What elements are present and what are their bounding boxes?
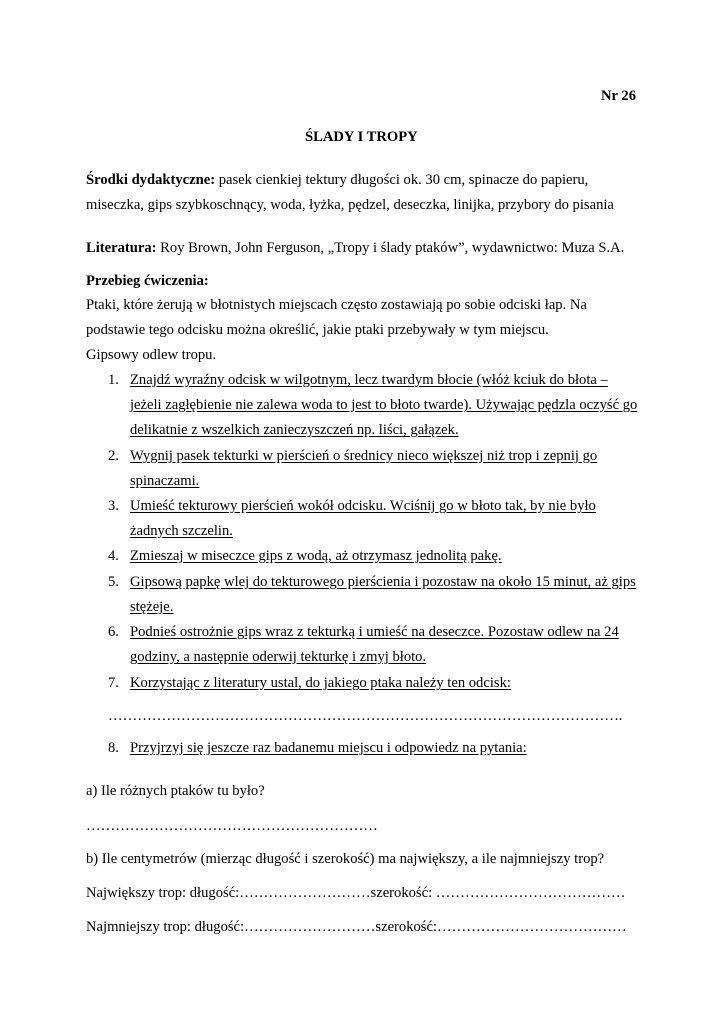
step-number: 7. (108, 675, 119, 691)
answer-line-largest[interactable]: Największy trop: długość:………………………szerokość: ………………………………… (86, 885, 626, 901)
step-text: żadnych szczelin. (130, 523, 233, 539)
literature-text: Roy Brown, John Ferguson, „Tropy i ślady ptaków”, wydawnictwo: Muza S.A. (156, 240, 625, 256)
procedure-intro-2: podstawie tego odcisku można określić, jakie ptaki przebywały w tym miejscu. (86, 322, 549, 338)
answer-line-step-7[interactable]: ……………………………………………………………………………………………. (108, 708, 623, 724)
step-number: 1. (108, 372, 119, 388)
question-a: a) Ile różnych ptaków tu było? (86, 783, 265, 799)
step-text: delikatnie z wszelkich zanieczyszczeń np. liści, gałązek. (130, 422, 459, 438)
step-number: 5. (108, 574, 119, 590)
step-text: Umieść tekturowy pierścień wokół odcisku. Wciśnij go w błoto tak, by nie było (130, 498, 596, 514)
materials-label: Środki dydaktyczne: (86, 172, 216, 188)
step-text: godziny, a następnie oderwij tekturkę i zmyj błoto. (130, 649, 427, 665)
step-text: Podnieś ostrożnie gips wraz z tekturką i umieść na deseczce. Pozostaw odlew na 24 (130, 624, 619, 640)
step-number: 3. (108, 498, 119, 514)
step-text: Przyjrzyj się jeszcze raz badanemu miejscu i odpowiedz na pytania: (130, 740, 527, 756)
step-text: spinaczami. (130, 473, 200, 489)
procedure-intro-1: Ptaki, które żerują w błotnistych miejscach często zostawiają po sobie odciski łap. Na (86, 297, 587, 313)
step-text: stężeje. (130, 599, 174, 615)
page-title: ŚLADY I TROPY (305, 129, 418, 145)
literature-line (86, 240, 624, 257)
literature-label: Literatura: (86, 240, 157, 256)
answer-line-smallest[interactable]: Najmniejszy trop: długość:………………………szerokość:………………………………… (86, 919, 627, 935)
step-number: 2. (108, 448, 119, 464)
materials-line-2: miseczka, gips szybkoschnący, woda, łyżka, pędzel, deseczka, linijka, przybory do pisania (86, 197, 614, 213)
procedure-heading: Przebieg ćwiczenia: (86, 273, 209, 289)
step-text: Znajdź wyraźny odcisk w wilgotnym, lecz twardym błocie (włóż kciuk do błota – (130, 372, 608, 388)
page-number: Nr 26 (601, 88, 636, 104)
materials-text: pasek cienkiej tektury długości ok. 30 cm, spinacze do papieru, (215, 172, 589, 188)
materials-line-1 (86, 172, 588, 189)
step-number: 6. (108, 624, 119, 640)
step-text: jeżeli zagłębienie nie zalewa woda to jest to błoto twarde). Używając pędzla oczyść go (130, 397, 638, 413)
step-number: 8. (108, 740, 119, 756)
step-text: Zmieszaj w miseczce gips z wodą, aż otrzymasz jednolitą pakę. (130, 548, 502, 564)
procedure-intro-3: Gipsowy odlew tropu. (86, 347, 217, 363)
step-number: 4. (108, 548, 119, 564)
step-text: Gipsową papkę wlej do tekturowego pierścienia i pozostaw na około 15 minut, aż gips (130, 574, 636, 590)
question-b: b) Ile centymetrów (mierząc długość i szerokość) ma największy, a ile najmniejszy trop? (86, 851, 605, 867)
step-text: Korzystając z literatury ustal, do jakiego ptaka należy ten odcisk: (130, 675, 511, 691)
answer-line-a[interactable]: …………………………………………………… (86, 818, 378, 834)
step-text: Wygnij pasek tekturki w pierścień o średnicy nieco większej niż trop i zepnij go (130, 448, 598, 464)
